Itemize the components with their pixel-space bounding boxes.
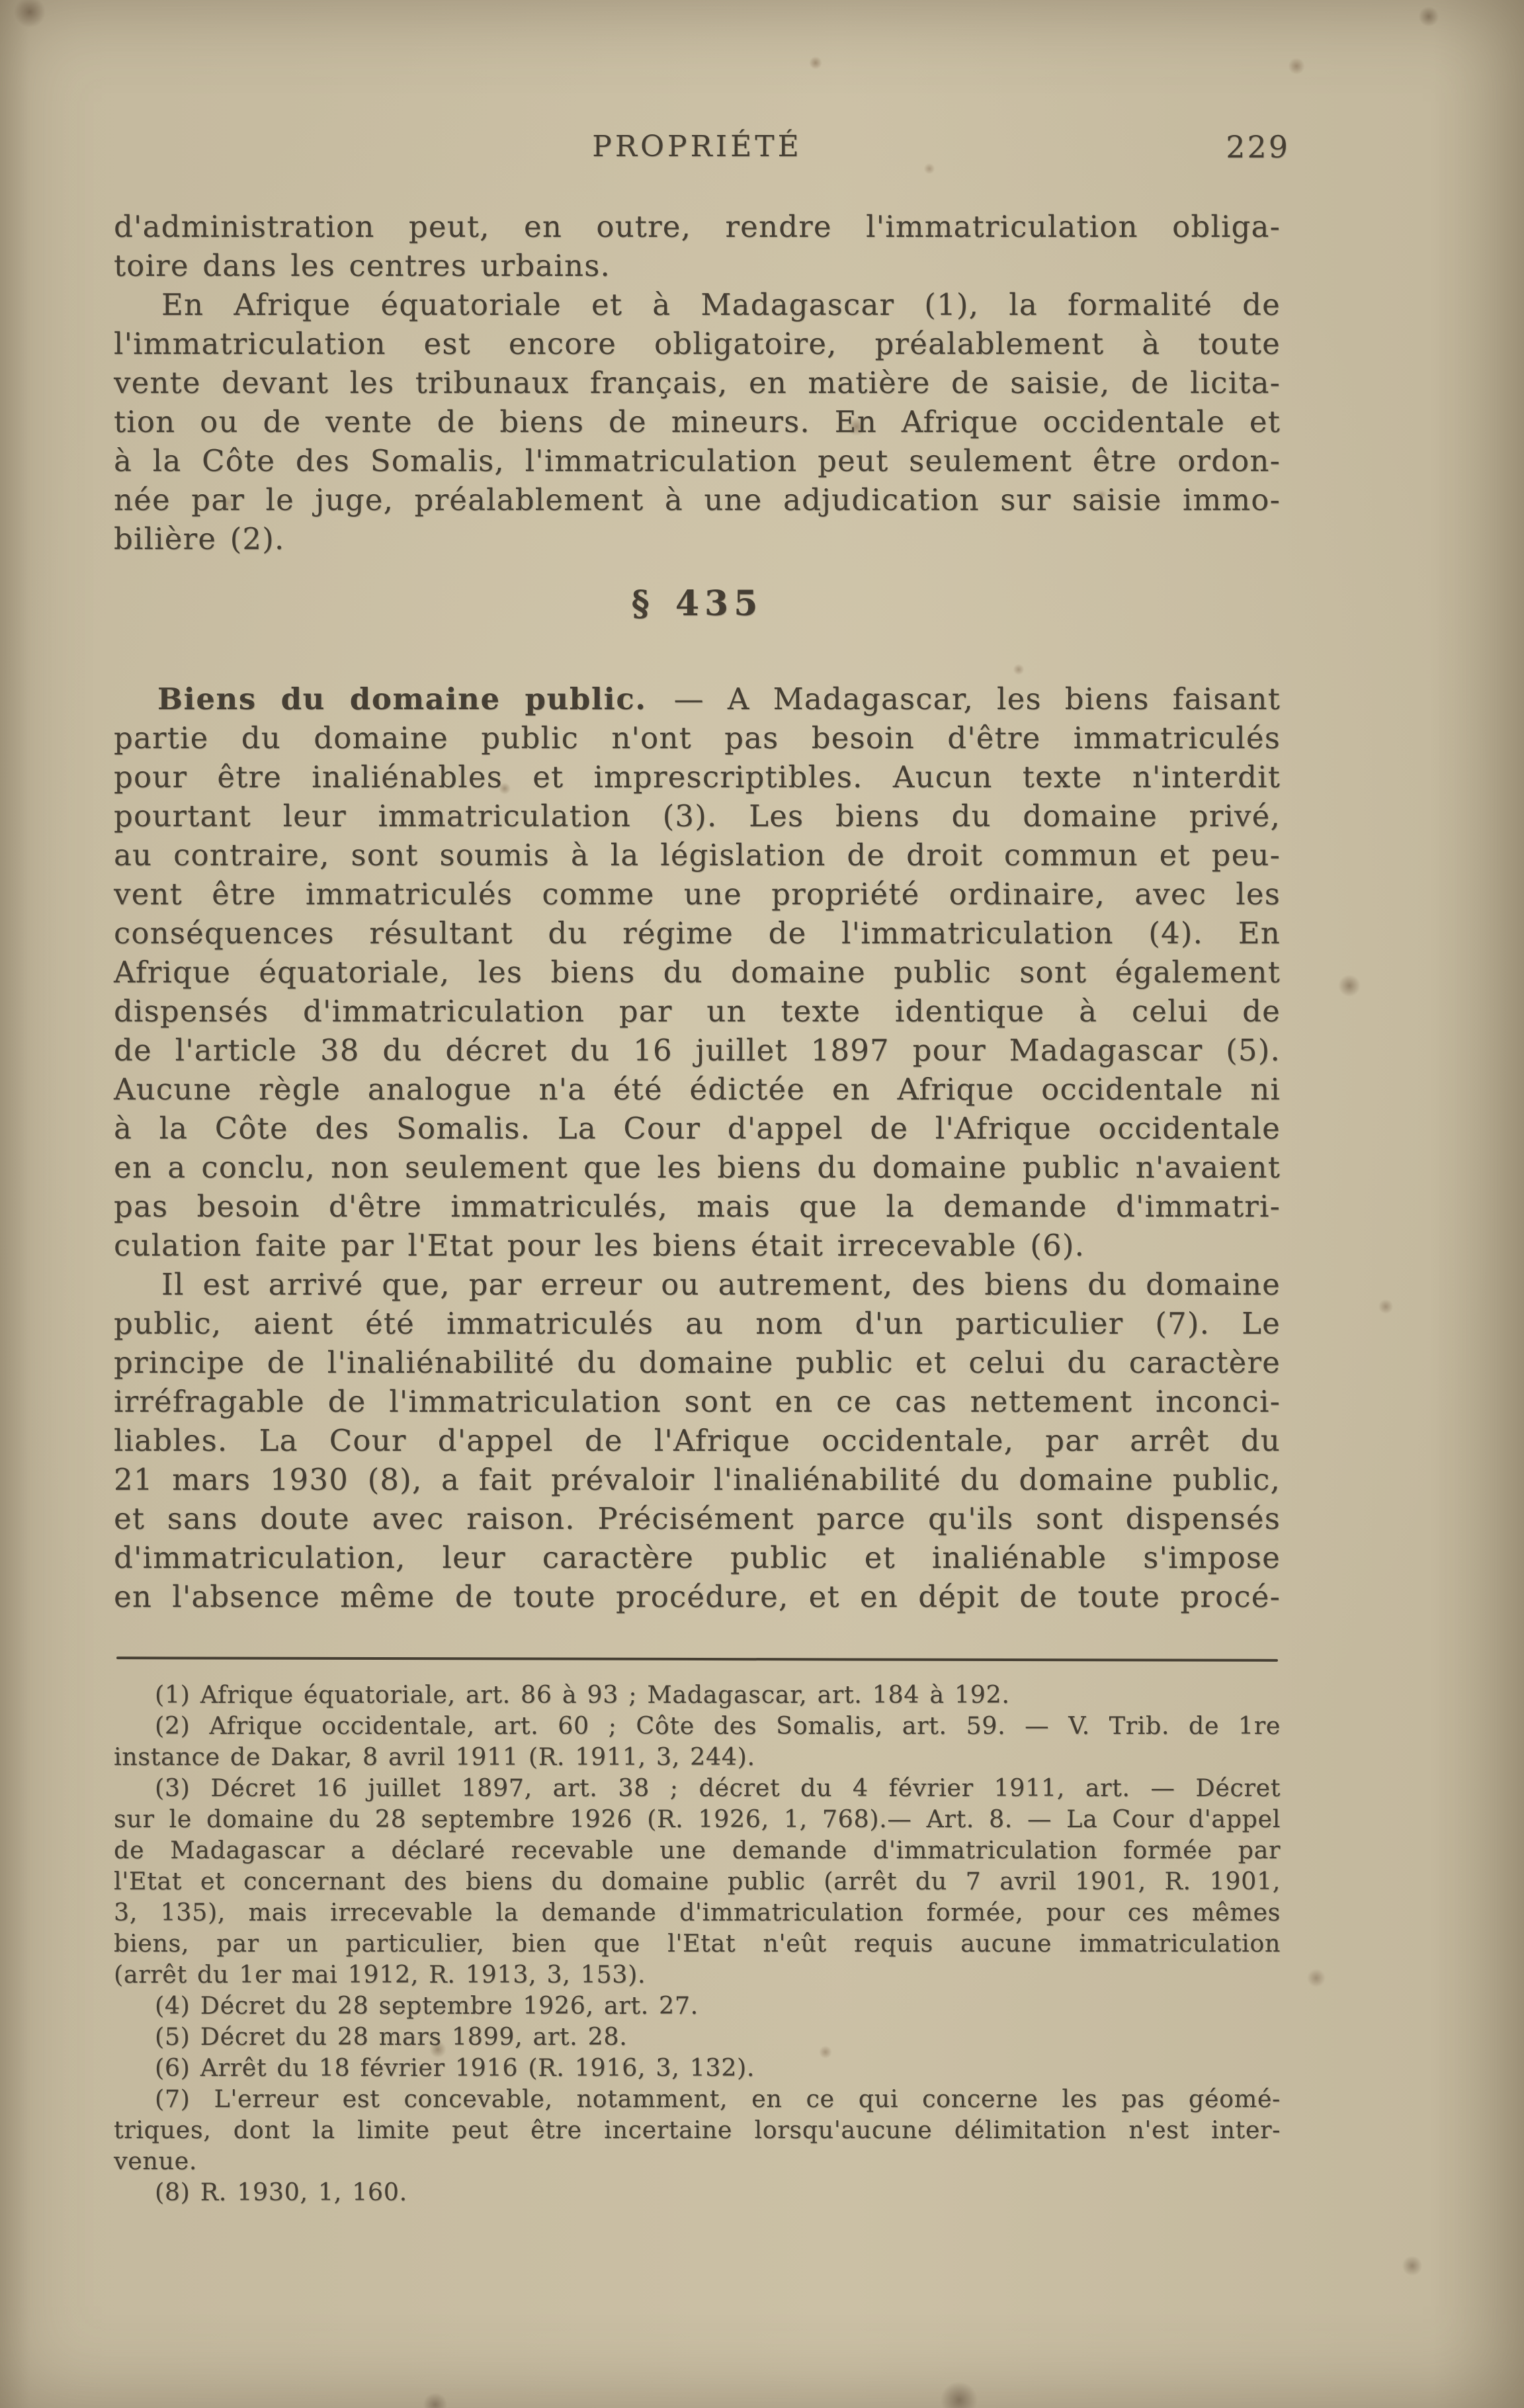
text-line: irréfragable de l'immatriculation sont en ce cas nettement inconci- — [114, 1384, 1281, 1419]
footnote-4 — [114, 1990, 1281, 2021]
text-line: public, aient été immatriculés au nom d'un particulier (7). Le — [114, 1306, 1281, 1341]
section-heading: § 435 — [631, 583, 763, 624]
text-line: bilière (2). — [114, 521, 285, 556]
text-line: (5) Décret du 28 mars 1899, art. 28. — [155, 2022, 628, 2051]
text-line: venue. — [114, 2147, 198, 2175]
paragraph-1 — [114, 207, 1281, 285]
text-line: de Madagascar a déclaré recevable une demande d'immatriculation formée par — [114, 1836, 1281, 1864]
text-line: principe de l'inaliénabilité du domaine public et celui du caractère — [114, 1345, 1281, 1380]
paragraph-3-lines — [114, 718, 1281, 1265]
paragraph-3 — [114, 679, 1281, 1265]
footnote-1 — [114, 1679, 1281, 1710]
text-line: en a conclu, non seulement que les biens du domaine public n'avaient — [114, 1150, 1281, 1185]
text-line: Afrique équatoriale, les biens du domaine public sont également — [114, 955, 1281, 990]
text-line: 21 mars 1930 (8), a fait prévaloir l'inaliénabilité du domaine public, — [114, 1462, 1281, 1497]
text-line: toire dans les centres urbains. — [114, 248, 611, 283]
footnote-6 — [114, 2052, 1281, 2083]
text-line: pas besoin d'être immatriculés, mais que la demande d'immatri- — [114, 1189, 1281, 1224]
footnote-5 — [114, 2021, 1281, 2052]
text-line: pour être inaliénables et imprescriptibles. Aucun texte n'interdit — [114, 759, 1281, 795]
footnote-7 — [114, 2083, 1281, 2176]
text-line: née par le juge, préalablement à une adjudication sur saisie immo- — [114, 482, 1281, 517]
text-line: Aucune règle analogue n'a été édictée en Afrique occidentale ni — [114, 1072, 1281, 1107]
text-line — [114, 679, 1281, 718]
text-line: au contraire, sont soumis à la législation de droit commun et peu- — [114, 838, 1281, 873]
text-line: l'Etat et concernant des biens du domaine public (arrêt du 7 avril 1901, R. 1901, — [114, 1867, 1281, 1895]
text-line: vent être immatriculés comme une propriété ordinaire, avec les — [114, 877, 1281, 912]
text-line: (7) L'erreur est concevable, notamment, en ce qui concerne les pas géomé- — [155, 2085, 1281, 2113]
text-line: d'administration peut, en outre, rendre l'immatriculation obliga- — [114, 209, 1281, 244]
text-line: dispensés d'immatriculation par un texte identique à celui de — [114, 994, 1281, 1029]
text-line: En Afrique équatoriale et à Madagascar (1), la formalité de — [161, 287, 1281, 322]
text-line: Il est arrivé que, par erreur ou autrement, des biens du domaine — [161, 1267, 1281, 1302]
paragraph-4 — [114, 1265, 1281, 1616]
text-line: sur le domaine du 28 septembre 1926 (R. 1926, 1, 768).— Art. 8. — La Cour d'appel — [114, 1805, 1281, 1833]
text-line: d'immatriculation, leur caractère public et inaliénable s'impose — [114, 1540, 1281, 1575]
text-line: de l'article 38 du décret du 16 juillet 1897 pour Madagascar (5). — [114, 1033, 1281, 1068]
text-line: conséquences résultant du régime de l'immatriculation (4). En — [114, 916, 1281, 951]
text-line: l'immatriculation est encore obligatoire, préalablement à toute — [114, 326, 1281, 361]
text-line: (8) R. 1930, 1, 160. — [155, 2178, 407, 2206]
footnote-2 — [114, 1710, 1281, 1772]
footnote-8 — [114, 2176, 1281, 2208]
footnote-separator — [116, 1656, 1278, 1662]
text-line: en l'absence même de toute procédure, et en dépit de toute procé- — [114, 1579, 1281, 1614]
text-line: triques, dont la limite peut être incertaine lorsqu'aucune délimitation n'est inter- — [114, 2116, 1281, 2144]
footnotes — [114, 1679, 1281, 2208]
running-title: PROPRIÉTÉ — [592, 130, 802, 163]
text-line: (arrêt du 1er mai 1912, R. 1913, 3, 153). — [114, 1960, 646, 1989]
running-header — [114, 127, 1290, 167]
text-column — [114, 207, 1281, 1616]
text-line: vente devant les tribunaux français, en matière de saisie, de licita- — [114, 365, 1281, 400]
text-line: (4) Décret du 28 septembre 1926, art. 27. — [155, 1991, 698, 2020]
paragraph-lead-rest: — A Madagascar, les biens faisant — [673, 681, 1281, 716]
text-line: 3, 135), mais irrecevable la demande d'immatriculation formée, pour ces mêmes — [114, 1898, 1281, 1926]
text-line: biens, par un particulier, bien que l'Etat n'eût requis aucune immatriculation — [114, 1929, 1281, 1957]
text-line: tion ou de vente de biens de mineurs. En Afrique occidentale et — [114, 404, 1281, 439]
text-line: culation faite par l'Etat pour les biens était irrecevable (6). — [114, 1228, 1085, 1263]
text-line: pourtant leur immatriculation (3). Les biens du domaine privé, — [114, 798, 1281, 834]
text-line: partie du domaine public n'ont pas besoin d'être immatriculés — [114, 720, 1281, 755]
text-line: à la Côte des Somalis. La Cour d'appel de l'Afrique occidentale — [114, 1111, 1281, 1146]
paragraph-2 — [114, 285, 1281, 558]
text-line: et sans doute avec raison. Précisément parce qu'ils sont dispensés — [114, 1501, 1281, 1536]
page-number: 229 — [1226, 129, 1290, 165]
text-line: liables. La Cour d'appel de l'Afrique occidentale, par arrêt du — [114, 1423, 1281, 1458]
text-line: (6) Arrêt du 18 février 1916 (R. 1916, 3, 132). — [155, 2053, 755, 2082]
text-line: (2) Afrique occidentale, art. 60 ; Côte des Somalis, art. 59. — V. Trib. de 1re — [155, 1711, 1281, 1740]
text-line: à la Côte des Somalis, l'immatriculation peut seulement être ordon- — [114, 443, 1281, 478]
text-line: (3) Décret 16 juillet 1897, art. 38 ; décret du 4 février 1911, art. — Décret — [155, 1774, 1281, 1802]
paragraph-lead: Biens du domaine public. — [157, 681, 647, 716]
text-line: (1) Afrique équatoriale, art. 86 à 93 ; Madagascar, art. 184 à 192. — [155, 1680, 1010, 1709]
footnote-3 — [114, 1772, 1281, 1990]
text-line: instance de Dakar, 8 avril 1911 (R. 1911, 3, 244). — [114, 1742, 755, 1771]
